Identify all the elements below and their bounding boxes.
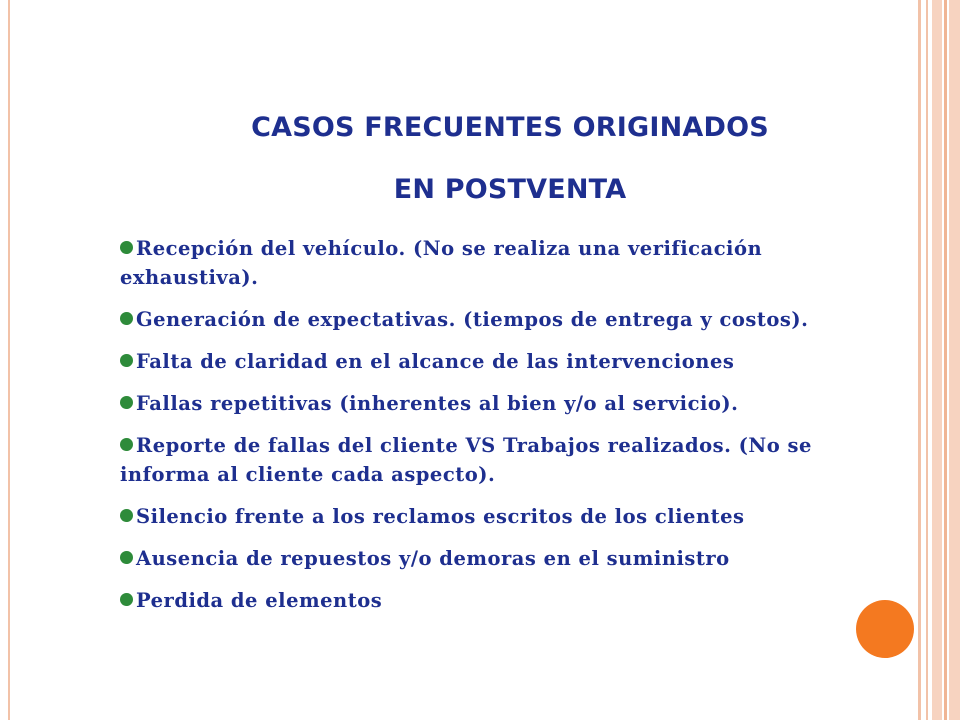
stripe <box>932 0 942 720</box>
bullet-dot-icon <box>120 551 133 564</box>
list-item <box>120 586 890 615</box>
bullet-dot-icon <box>120 438 133 451</box>
list-item <box>120 389 890 418</box>
list-item <box>120 305 890 334</box>
bullet-dot-icon <box>120 312 133 325</box>
bullet-text: Ausencia de repuestos y/o demoras en el suministro <box>136 547 730 570</box>
stripe <box>918 0 921 720</box>
list-item <box>120 347 890 376</box>
list-item <box>120 502 890 531</box>
bullet-text: Fallas repetitivas (inherentes al bien y/o al servicio). <box>136 392 739 415</box>
left-border-line <box>8 0 10 720</box>
stripe <box>944 0 947 720</box>
bullet-dot-icon <box>120 241 133 254</box>
bullet-text: Recepción del vehículo. (No se realiza una verificación exhaustiva). <box>120 237 763 289</box>
list-item <box>120 234 890 292</box>
stripe <box>949 0 960 720</box>
bullet-text: Generación de expectativas. (tiempos de entrega y costos). <box>136 308 809 331</box>
bullet-text: Silencio frente a los reclamos escritos de los clientes <box>136 505 745 528</box>
bullet-text: Falta de claridad en el alcance de las intervenciones <box>136 350 735 373</box>
bullet-text: Reporte de fallas del cliente VS Trabajos realizados. (No se informa al cliente cada aspecto). <box>120 434 812 486</box>
bullet-dot-icon <box>120 354 133 367</box>
list-item <box>120 544 890 573</box>
bullet-text: Perdida de elementos <box>136 589 383 612</box>
bullet-dot-icon <box>120 593 133 606</box>
bullet-dot-icon <box>120 509 133 522</box>
slide-title-line-2: EN POSTVENTA <box>393 174 627 205</box>
list-item <box>120 431 890 489</box>
orange-circle-decoration <box>856 600 914 658</box>
slide-title-line-1: CASOS FRECUENTES ORIGINADOS <box>251 112 769 143</box>
right-decorative-stripes <box>918 0 960 720</box>
bullet-list <box>120 234 890 628</box>
bullet-dot-icon <box>120 396 133 409</box>
stripe <box>926 0 928 720</box>
